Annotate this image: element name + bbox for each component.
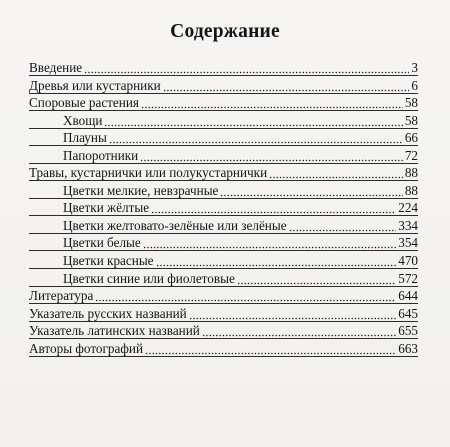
toc-entry (29, 287, 418, 303)
dot-leader (220, 186, 402, 197)
toc-entry-label: Цветки желтовато-зелёные или зелёные (63, 217, 287, 233)
toc-subentry (29, 147, 418, 163)
dot-leader (163, 81, 410, 92)
toc-entry (29, 164, 418, 180)
toc-entry-label: Указатель латинских названий (29, 323, 200, 339)
toc-entry-label: Цветки синие или фиолетовые (63, 270, 235, 286)
toc-subentry (29, 270, 418, 286)
toc-entry-page: 88 (404, 165, 418, 181)
toc-entry-label: Введение (29, 60, 83, 75)
toc-subentry (29, 182, 418, 198)
toc-entry-page: 6 (411, 77, 418, 93)
toc-entry-page: 88 (404, 182, 418, 198)
dot-leader (95, 291, 396, 302)
dot-leader (140, 151, 403, 162)
toc-entry-page: 354 (398, 235, 418, 251)
toc-entry-page: 3 (411, 60, 418, 75)
dot-leader (104, 116, 402, 127)
dot-leader (237, 274, 396, 285)
dot-leader (84, 63, 409, 74)
toc-entry-page: 644 (398, 288, 418, 304)
table-of-contents (29, 59, 418, 357)
toc-entry-page: 66 (404, 130, 418, 146)
dot-leader (156, 256, 397, 267)
dot-leader (269, 168, 403, 179)
dot-leader (151, 203, 396, 214)
toc-entry-page: 663 (398, 340, 418, 356)
toc-entry (29, 77, 418, 93)
toc-subentry (29, 217, 418, 233)
toc-entry-label: Хвощи (63, 112, 103, 128)
toc-entry-page: 58 (404, 112, 418, 128)
toc-entry (29, 322, 418, 338)
toc-entry-page: 58 (404, 95, 418, 111)
toc-entry (29, 59, 418, 75)
toc-entry-label: Авторы фотографий (29, 340, 144, 356)
toc-entry-label: Литература (29, 288, 94, 304)
toc-entry-page: 572 (398, 270, 418, 286)
toc-subentry (29, 112, 418, 128)
toc-subentry (29, 129, 418, 145)
toc-entry-page: 470 (398, 253, 418, 269)
toc-entry-label: Указатель русских названий (29, 305, 187, 321)
toc-entry-page: 655 (398, 323, 418, 339)
toc-entry (29, 305, 418, 321)
toc-entry-page: 224 (398, 200, 418, 216)
dot-leader (289, 221, 397, 232)
toc-subentry (29, 252, 418, 268)
dot-leader (145, 344, 396, 355)
toc-entry-label: Цветки белые (63, 235, 141, 251)
toc-entry-label: Плауны (63, 130, 107, 146)
toc-entry-label: Цветки жёлтые (63, 200, 150, 216)
toc-entry-page: 334 (398, 217, 418, 233)
dot-leader (109, 133, 403, 144)
toc-entry-label: Древья или кустарники (29, 77, 161, 93)
dot-leader (143, 238, 396, 249)
toc-entry-page: 645 (398, 305, 418, 321)
toc-entry-label: Цветки мелкие, невзрачные (63, 182, 219, 198)
toc-entry-label: Папоротники (63, 147, 139, 163)
toc-subentry (29, 234, 418, 250)
dot-leader (202, 326, 396, 337)
toc-entry-page: 72 (404, 147, 418, 163)
toc-entry (29, 94, 418, 110)
page-title: Содержание (170, 21, 280, 42)
dot-leader (189, 309, 396, 320)
toc-entry (29, 340, 418, 356)
toc-entry-label: Цветки красные (63, 253, 154, 269)
toc-subentry (29, 199, 418, 215)
toc-entry-label: Травы, кустарнички или полукустарнички (29, 165, 268, 181)
dot-leader (141, 98, 403, 109)
toc-entry-label: Споровые растения (29, 95, 139, 111)
underline-rule (29, 356, 418, 357)
